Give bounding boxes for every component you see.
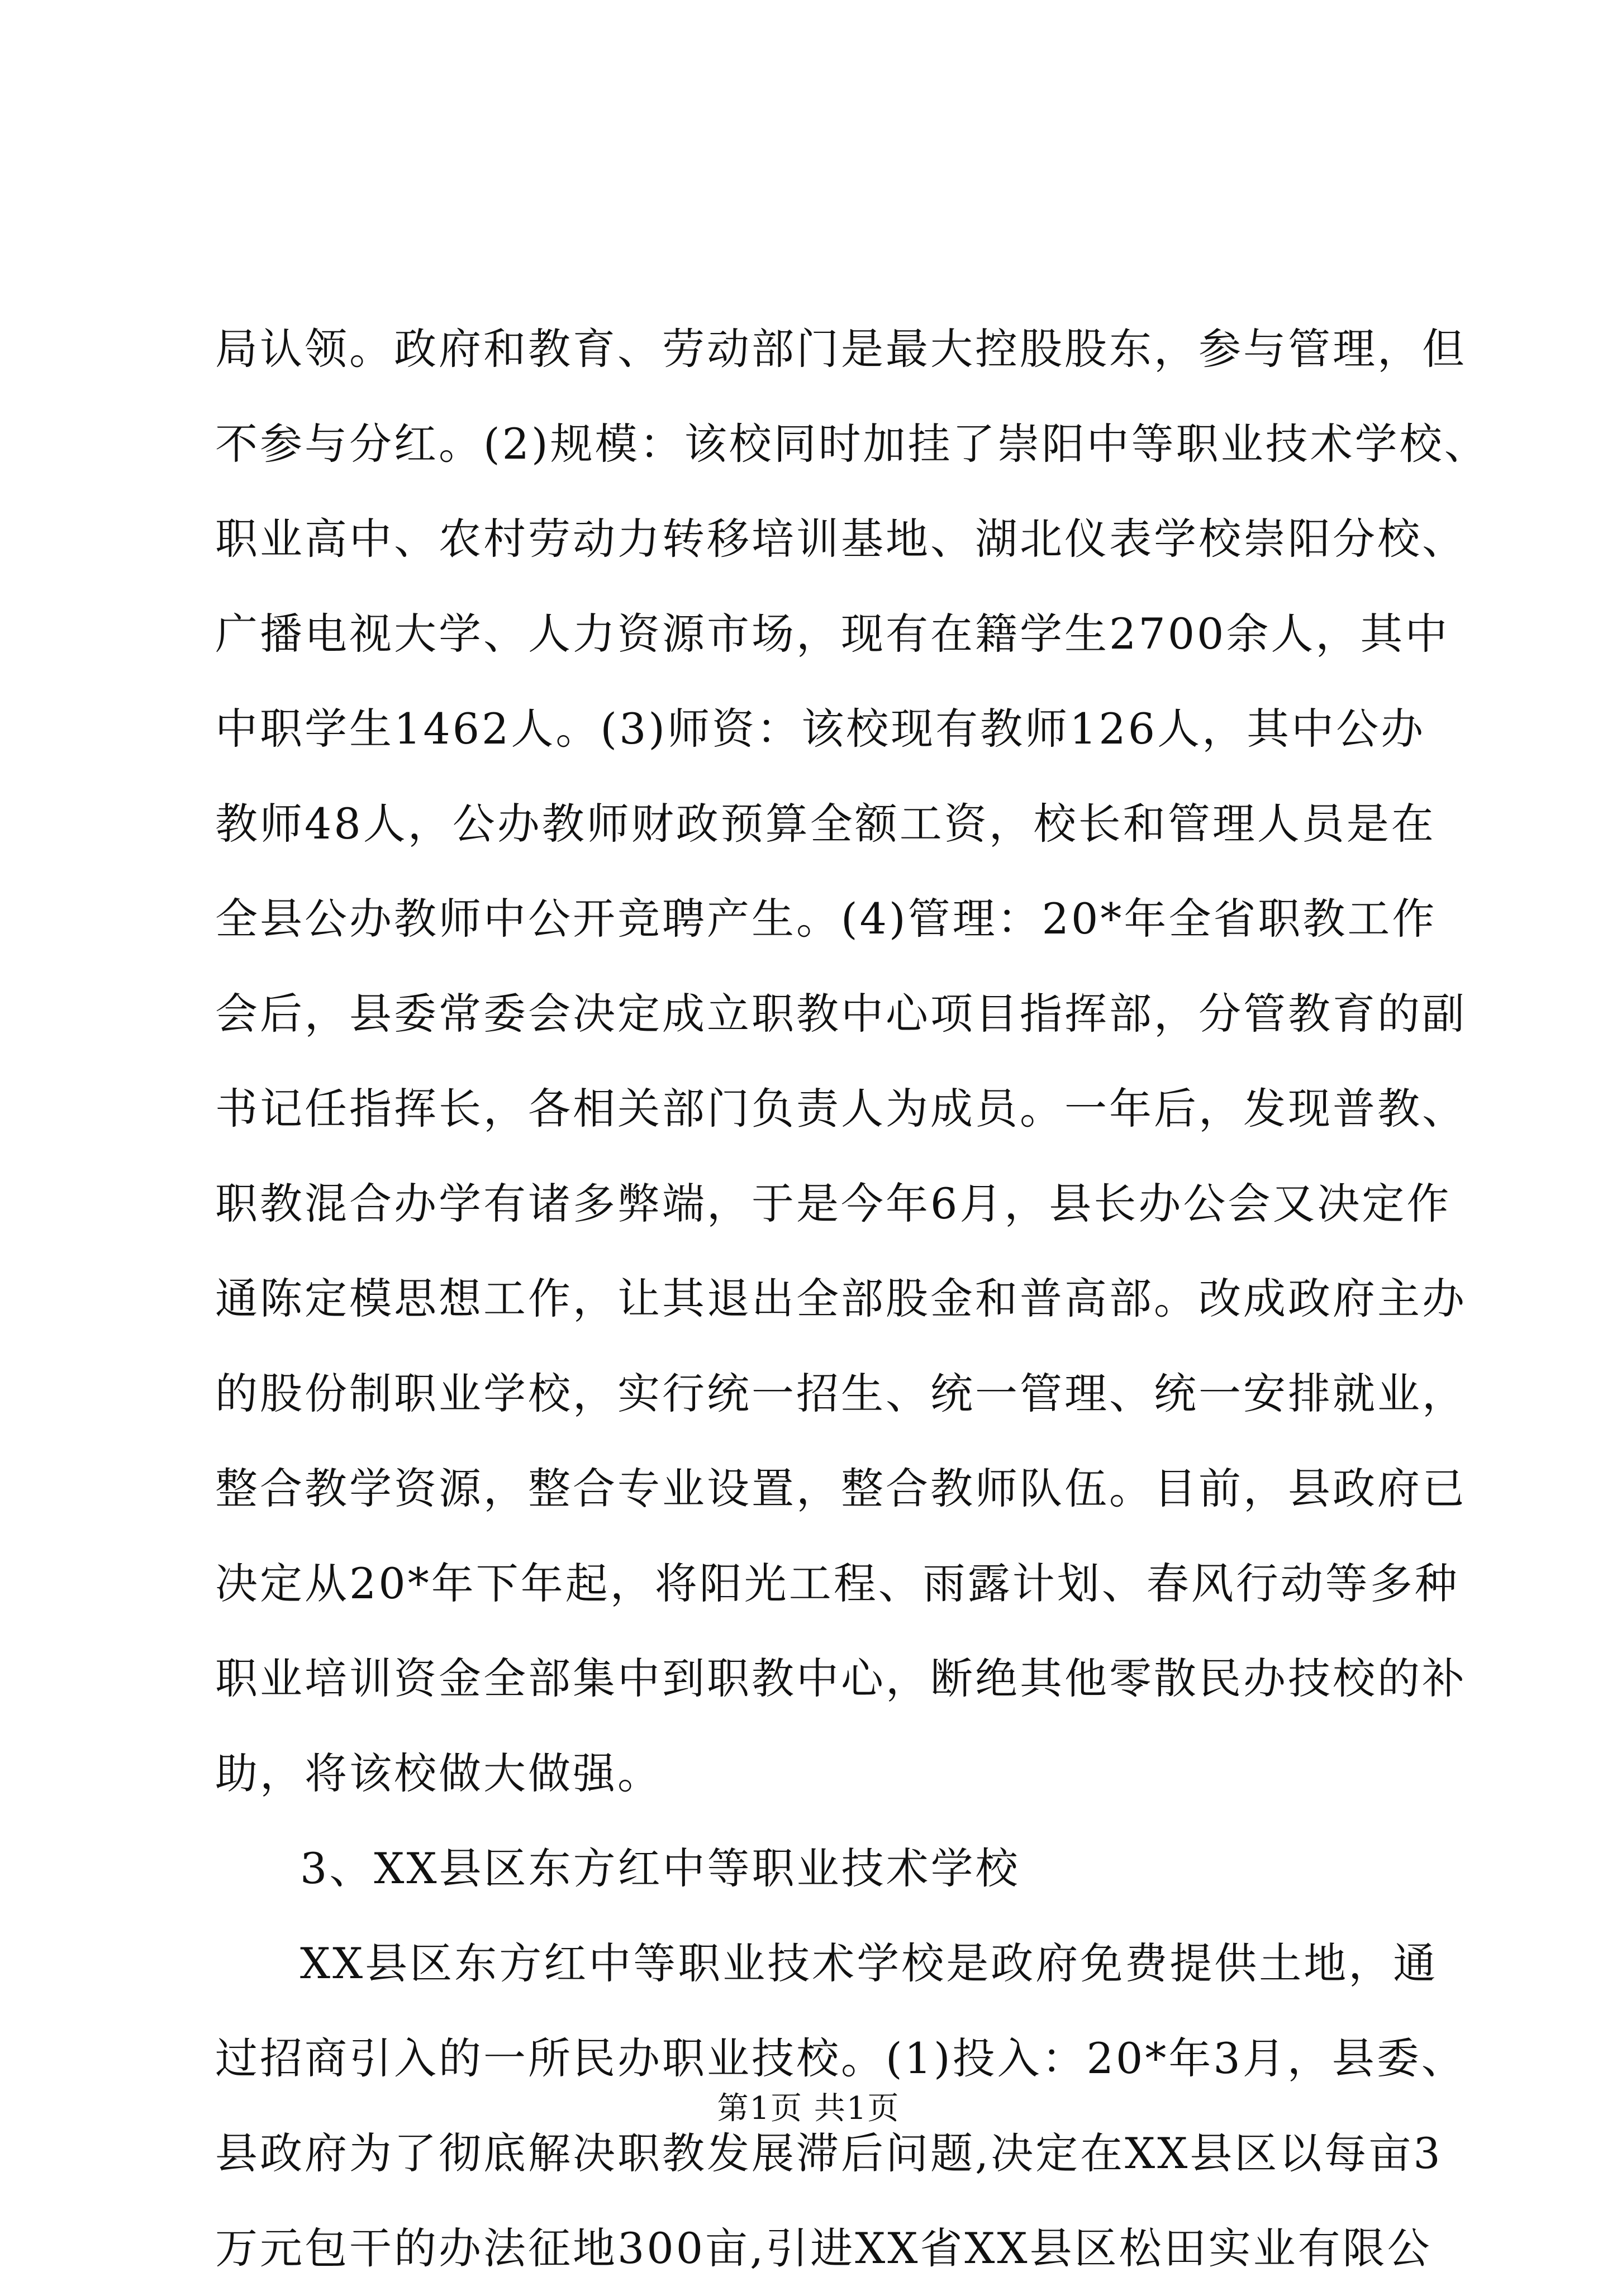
page-footer <box>0 2087 1617 2131</box>
text-line: 职业高中、农村劳动力转移培训基地、湖北仪表学校崇阳分校、 <box>215 514 1467 564</box>
text-line: 全县公办教师中公开竞聘产生。(4)管理：20*年全省职教工作 <box>215 894 1437 944</box>
text-line: 中职学生1462人。(3)师资：该校现有教师126人，其中公办 <box>215 704 1426 754</box>
text-line: 书记任指挥长，各相关部门负责人为成员。一年后，发现普教、 <box>215 1084 1467 1133</box>
page-number-label: 第1页 共1页 <box>717 2090 900 2127</box>
text-line: 过招商引入的一所民办职业技校。(1)投入：20*年3月，县委、 <box>215 2033 1466 2083</box>
section-heading: 3、XX县区东方红中等职业技术学校 <box>300 1844 1020 1893</box>
text-line: 广播电视大学、人力资源市场，现有在籍学生2700余人，其中 <box>215 609 1450 659</box>
text-line: 不参与分红。(2)规模：该校同时加挂了崇阳中等职业技术学校、 <box>215 419 1489 469</box>
text-line: 万元包干的办法征地300亩,引进XX省XX县区松田实业有限公 <box>215 2223 1432 2273</box>
text-line: 职业培训资金全部集中到职教中心，断绝其他零散民办技校的补 <box>215 1654 1467 1703</box>
text-line: 教师48人，公办教师财政预算全额工资，校长和管理人员是在 <box>215 799 1436 849</box>
paragraph-first-line: XX县区东方红中等职业技术学校是政府免费提供土地，通 <box>300 1938 1438 1988</box>
text-line: 的股份制职业学校，实行统一招生、统一管理、统一安排就业， <box>215 1369 1467 1418</box>
text-line: 通陈定模思想工作，让其退出全部股金和普高部。改成政府主办 <box>215 1274 1467 1323</box>
text-line: 县政府为了彻底解决职教发展滞后问题,决定在XX县区以每亩3 <box>215 2128 1443 2178</box>
text-line: 局认领。政府和教育、劳动部门是最大控股股东，参与管理，但 <box>215 324 1467 374</box>
text-line: 会后，县委常委会决定成立职教中心项目指挥部，分管教育的副 <box>215 989 1467 1039</box>
text-line: 决定从20*年下年起，将阳光工程、雨露计划、春风行动等多种 <box>215 1559 1459 1608</box>
text-line: 助，将该校做大做强。 <box>215 1749 662 1798</box>
document-body <box>215 302 1489 2296</box>
text-line: 职教混合办学有诸多弊端，于是今年6月，县长办公会又决定作 <box>215 1179 1452 1228</box>
text-line: 整合教学资源，整合专业设置，整合教师队伍。目前，县政府已 <box>215 1464 1467 1513</box>
